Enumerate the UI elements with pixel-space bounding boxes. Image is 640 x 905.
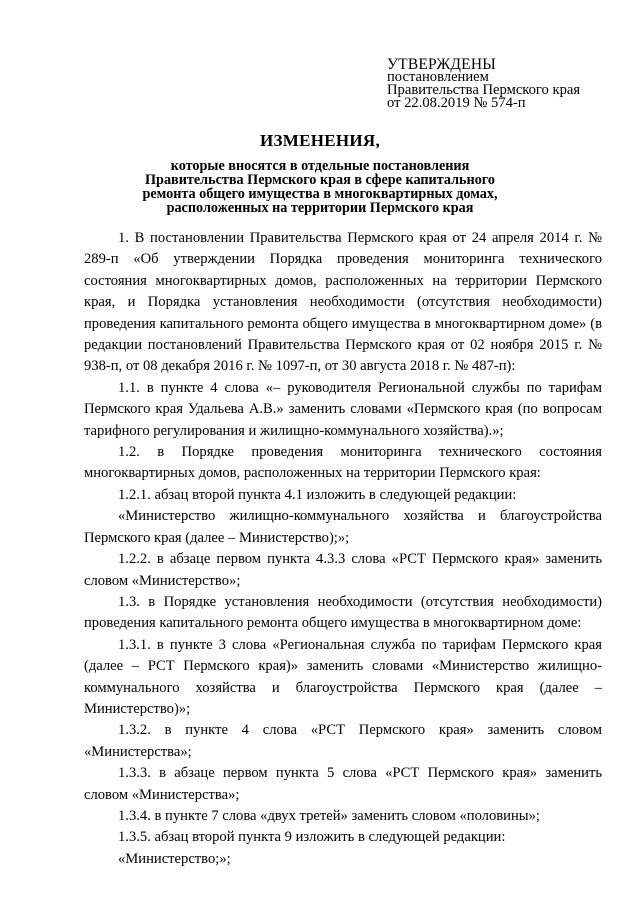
- paragraph-1-2: 1.2. в Порядке проведения мониторинга технического состояния многоквартирных домов, расположенных на территории Пермского края:: [84, 444, 602, 482]
- subtitle-line: которые вносятся в отдельные постановления: [170, 158, 470, 174]
- paragraph-1-3-1: 1.3.1. в пункте 3 слова «Региональная служба по тарифам Пермского края (далее – РСТ Пермского края)» заменить словами «Министерство жилищно-коммунального хозяйства и благоустройства Пермского края (далее – Министерство)»;: [84, 636, 602, 717]
- paragraph-quote-ministry-short: «Министерство;»;: [118, 850, 231, 867]
- approval-heading: УТВЕРЖДЕНЫ: [387, 56, 496, 73]
- paragraph-1-2-2: 1.2.2. в абзаце первом пункта 4.3.3 слова «РСТ Пермского края» заменить словом «Министерство»;: [84, 551, 602, 589]
- subtitle-line: расположенных на территории Пермского края: [166, 200, 474, 216]
- document-body: [84, 228, 602, 870]
- paragraph-1-3-4: 1.3.4. в пункте 7 слова «двух третей» заменить словом «половины»;: [118, 807, 540, 824]
- paragraph-1-3-5: 1.3.5. абзац второй пункта 9 изложить в следующей редакции:: [118, 829, 506, 846]
- approval-line-3: от 22.08.2019 № 574-п: [387, 95, 526, 111]
- paragraph-quote-ministry: «Министерство жилищно-коммунального хозяйства и благоустройства Пермского края (далее – Министерство);»;: [84, 508, 602, 546]
- approval-line-1: постановлением: [387, 69, 489, 85]
- subtitle-line: Правительства Пермского края в сфере капитального: [145, 172, 495, 188]
- approval-block: [387, 58, 627, 110]
- paragraph-1-3-3: 1.3.3. в абзаце первом пункта 5 слова «РСТ Пермского края» заменить словом «Министерства»;: [84, 765, 602, 803]
- subtitle-line: ремонта общего имущества в многоквартирных домах,: [142, 186, 498, 202]
- paragraph-1-2-1: 1.2.1. абзац второй пункта 4.1 изложить в следующей редакции:: [118, 486, 517, 503]
- paragraph-1: 1. В постановлении Правительства Пермского края от 24 апреля 2014 г. № 289-п «Об утверждении Порядка проведения мониторинга технического состояния многоквартирных домов, расположенных на территории Пермского края, и Порядка установления необходимости (отсутствия необходимости) проведения капитального ремонта общего имущества в многоквартирном доме» (в редакции постановлений Правительства Пермского края от 02 ноября 2015 г. № 938-п, от 08 декабря 2016 г. № 1097-п, от 30 августа 2018 г. № 487-п):: [84, 230, 602, 375]
- paragraph-1-3-2: 1.3.2. в пункте 4 слова «РСТ Пермского края» заменить словом «Министерства»;: [84, 722, 602, 760]
- paragraph-1-1: 1.1. в пункте 4 слова «– руководителя Региональной службы по тарифам Пермского края Удальева А.В.» заменить словами «Пермского края (по вопросам тарифного регулирования и жилищно-коммунального хозяйства).»;: [84, 379, 602, 439]
- document-subtitle: [100, 159, 540, 215]
- approval-line-2: Правительства Пермского края: [387, 82, 581, 98]
- document-title: ИЗМЕНЕНИЯ,: [259, 131, 381, 150]
- paragraph-1-3: 1.3. в Порядке установления необходимости (отсутствия необходимости) проведения капитального ремонта общего имущества в многоквартирном доме:: [84, 593, 602, 632]
